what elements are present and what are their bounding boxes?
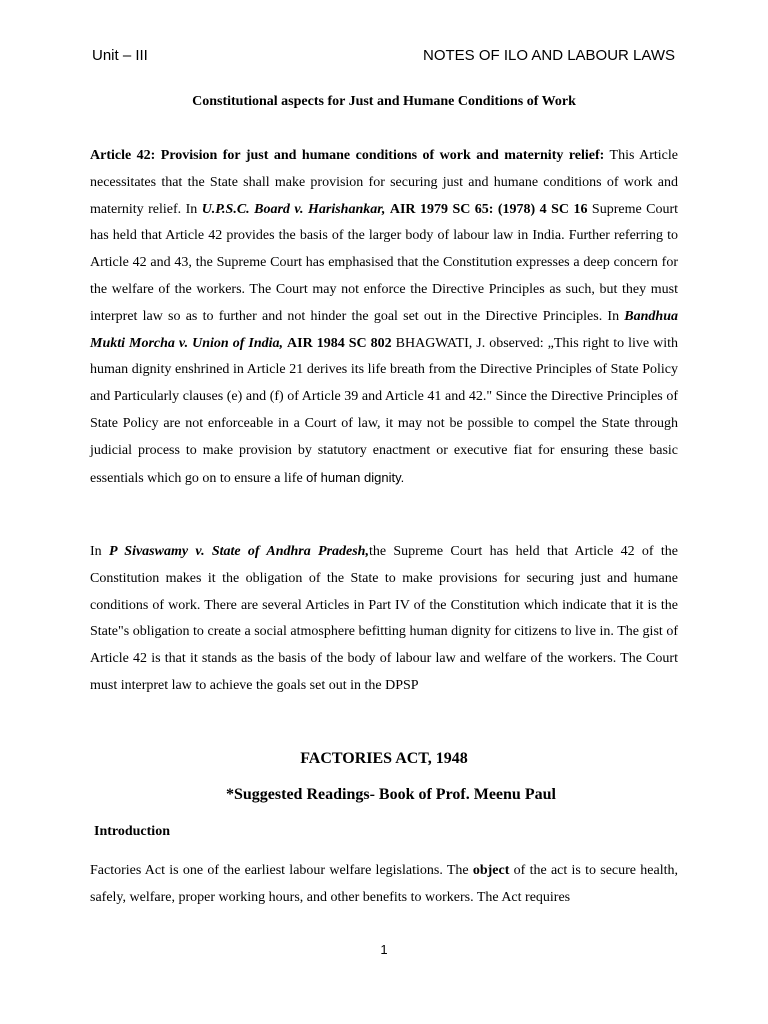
article-42-paragraph [90,143,678,492]
article-42-text-3: BHAGWATI, J. observed: „This right to live with human dignity enshrined in Article 21 derives its life breath from the Directive Principles of State Policy and Particularly clauses (e) and (f) of Article 39 and Article 41 and 42." Since the Directive Principles of State Policy are not enforceable in a Court of law, it may not be possible to compel the State through judicial process to make provision by statutory enactment or executive fiat for ensuring these basic essentials which go on to ensure a life [90,335,679,486]
introduction-text-2: of the act is to secure health, safely, welfare, proper working hours, and other benefits to workers. The Act requires [90,863,678,905]
suggested-readings: *Suggested Readings- Book of Prof. Meenu Paul [226,786,556,803]
object-term: object [472,863,510,878]
sivaswamy-paragraph [90,539,678,700]
header-unit: Unit – III [92,47,148,64]
sivaswamy-text-2: the Supreme Court has held that Article 42 of the Constitution makes it the obligation of the State to make provisions for securing just and humane conditions of work. There are several Articles in Part IV of the Constitution which indicate that it is the State"s obligation to create a social atmosphere befitting human dignity for citizens to live in. The gist of Article 42 is that it stands as the basis of the body of labour law and welfare of the workers. The Court must interpret law to achieve the goals set out in the DPSP [90,544,678,693]
introduction-heading: Introduction [94,824,170,839]
citation-air-1979: AIR 1979 SC 65: (1978) 4 SC 16 [389,201,588,217]
page-number: 1 [380,942,388,957]
citation-air-1984: AIR 1984 SC 802 [287,335,392,351]
article-42-text-1: This Article necessitates that the State shall make provision for securing just and humane conditions of work and maternity relief. In [90,148,678,217]
page-title: Constitutional aspects for Just and Humane Conditions of Work [192,94,576,109]
article-42-text-2: Supreme Court has held that Article 42 provides the basis of the larger body of labour law in India. Further referring to Article 42 and 43, the Supreme Court has emphasised that the Constitution expresses a deep concern for the welfare of the workers. The Court may not enforce the Directive Principles as such, but they must interpret law so as to further and not hinder the goal set out in the Directive Principles. In [90,201,679,324]
factories-act-title: FACTORIES ACT, 1948 [300,750,468,767]
case-bandhua-mukti-morcha: Bandhua Mukti Morcha v. Union of India, [90,308,678,351]
header-notes-title: NOTES OF ILO AND LABOUR LAWS [423,47,675,64]
introduction-text-1: Factories Act is one of the earliest labour welfare legislations. The [90,863,473,878]
case-sivaswamy: P Sivaswamy v. State of Andhra Pradesh, [108,544,369,559]
introduction-paragraph [90,858,678,912]
article-42-text-4: of human dignity. [306,469,405,485]
article-42-heading: Article 42: Provision for just and humane conditions of work and maternity relief: [90,148,605,163]
case-upsc-harishankar: U.P.S.C. Board v. Harishankar, [201,201,386,217]
sivaswamy-text-1: In [90,544,109,559]
